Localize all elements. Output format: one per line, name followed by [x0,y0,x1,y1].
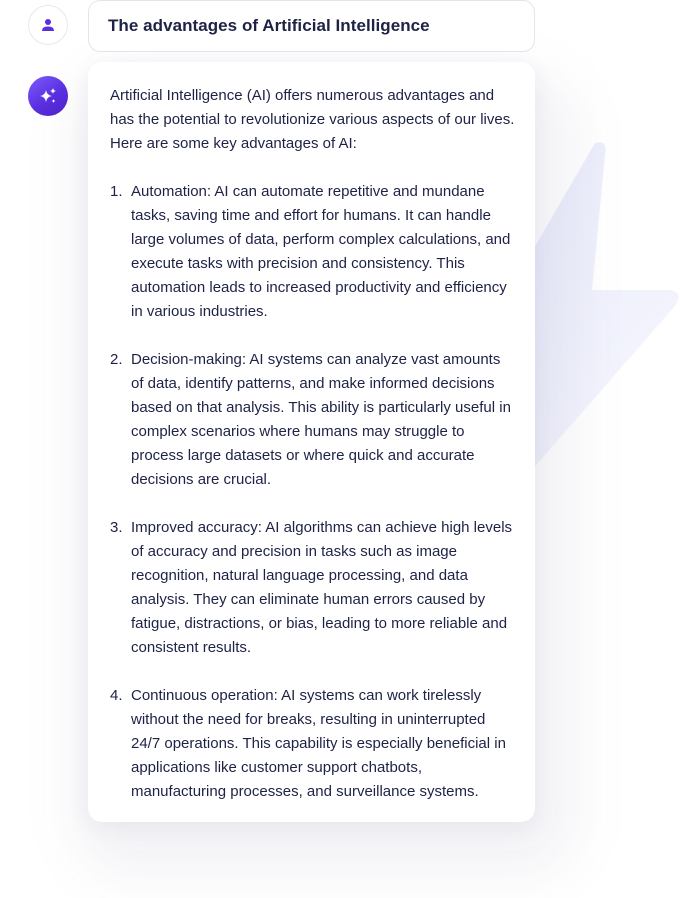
user-avatar [28,5,68,45]
list-item-text: Improved accuracy: AI algorithms can achieve high levels of accuracy and precision in tasks such as image recognition, natural language processing, and data analysis. They can eliminate human errors caused by fatigue, distractions, or bias, leading to more reliable and consistent results. [131,519,513,656]
list-item [110,348,515,492]
advantages-list [110,180,515,804]
prompt-text: The advantages of Artificial Intelligence [108,16,430,35]
user-icon [40,17,56,33]
assistant-avatar [28,76,68,116]
list-item-number: 4. [110,687,123,704]
list-item [110,684,515,804]
list-item-number: 3. [110,519,123,536]
list-item [110,516,515,660]
list-item-number: 1. [110,183,123,200]
sparkles-icon [38,86,58,106]
list-item [110,180,515,324]
list-item-text: Automation: AI can automate repetitive and mundane tasks, saving time and effort for humans. It can handle large volumes of data, perform complex calculations, and execute tasks with precision and consistency. This automation leads to increased productivity and efficiency in various industries. [131,183,511,320]
prompt-bubble [88,0,535,52]
response-card [88,62,535,822]
response-intro: Artificial Intelligence (AI) offers numerous advantages and has the potential to revolutionize various aspects of our lives. Here are some key advantages of AI: [110,87,515,152]
list-item-text: Continuous operation: AI systems can work tirelessly without the need for breaks, resulting in uninterrupted 24/7 operations. This capability is especially beneficial in applications like customer support chatbots, manufacturing processes, and surveillance systems. [131,687,506,800]
list-item-number: 2. [110,351,123,368]
list-item-text: Decision-making: AI systems can analyze vast amounts of data, identify patterns, and make informed decisions based on that analysis. This ability is particularly useful in complex scenarios where humans may struggle to process large datasets or where quick and accurate decisions are crucial. [131,351,511,488]
